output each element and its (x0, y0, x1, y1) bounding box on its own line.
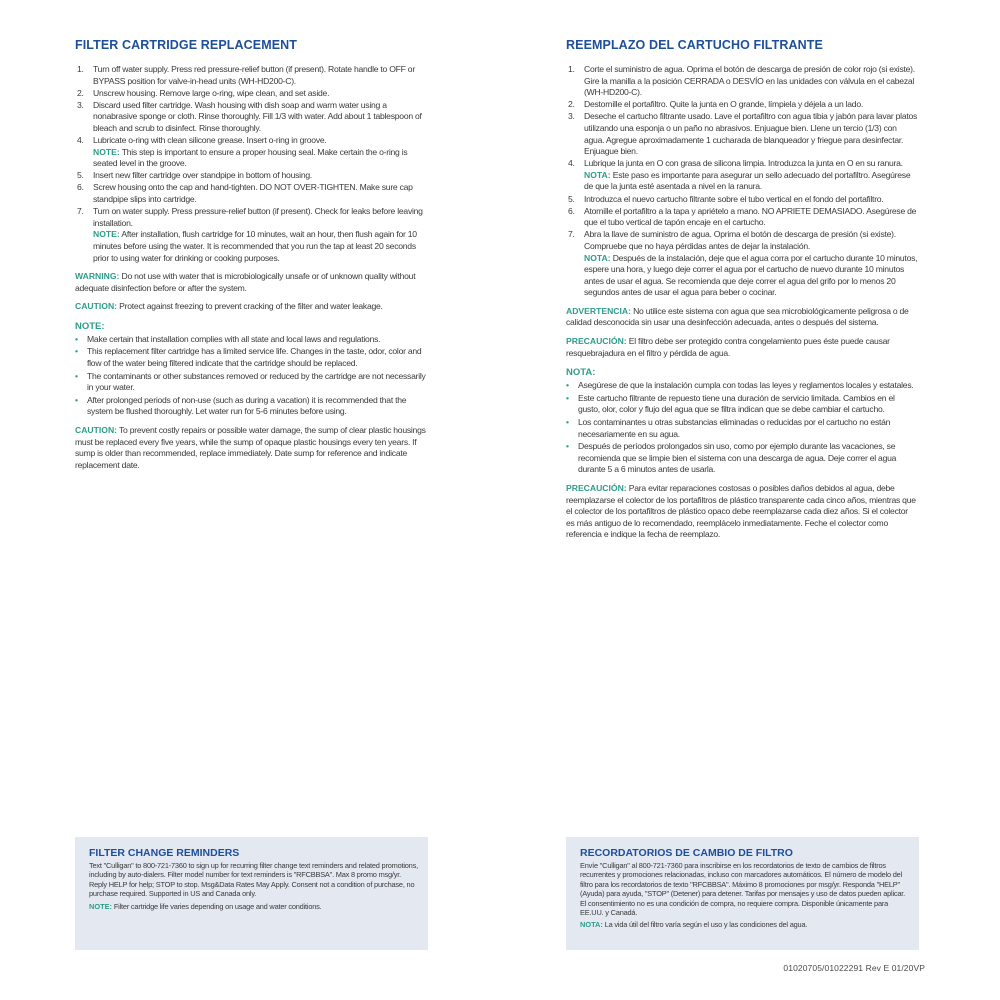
notes-list (75, 334, 427, 418)
steps-list (566, 64, 918, 299)
list-item: 5. Introduzca el nuevo cartucho filtrante sobre el tubo vertical en el fondo del portafiltro. (568, 193, 884, 204)
warning-paragraph: ADVERTENCIA: No utilice este sistema con agua que sea microbiológicamente peligrosa o de calidad desconocida sin usar una desinfección adecuada, antes o después del sistema. (566, 305, 909, 328)
bullet-icon: • (566, 417, 569, 428)
caution-sump-paragraph: CAUTION: To prevent costly repairs or possible water damage, the sump of clear plastic housings must be replaced every five years, while the sump of opaque plastic housings every ten years. If sump is older than recommended, replace immediately. Date sump for reference and indicate replacement date. (75, 425, 426, 470)
list-item: 5. Insert new filter cartridge over standpipe in bottom of housing. (77, 170, 313, 181)
list-item: 6. Screw housing onto the cap and hand-tighten. DO NOT OVER-TIGHTEN. Make sure cap standpipe slips into cartridge. (77, 182, 413, 205)
list-item: • Asegúrese de que la instalación cumpla con todas las leyes y reglamentos locales y estatales. (566, 380, 914, 391)
reminder-title: RECORDATORIOS DE CAMBIO DE FILTRO (580, 847, 793, 859)
bullet-icon: • (75, 346, 78, 357)
reminder-title: FILTER CHANGE REMINDERS (89, 847, 240, 859)
english-instructions (75, 38, 427, 471)
note-heading: NOTE: (75, 320, 105, 332)
bullet-icon: • (75, 333, 78, 344)
page-title: FILTER CARTRIDGE REPLACEMENT (75, 38, 298, 52)
steps-list (75, 64, 427, 264)
bullet-icon: • (75, 370, 78, 381)
list-item: 7. Abra la llave de suministro de agua. Oprima el botón de descarga de presión (si existe). Compruebe que no haya pérdidas antes de dejar la instalación. NOTA: Después de la instalación, deje que el agua corra por el cartucho durante 10 minutos, espere una hora, y luego deje correr el agua por el cartucho de nuevo durante 10 minutos antes de usar el agua. Se recomienda que deje correr el agua del grifo por lo menos 20 segundos antes de usar el agua para beber o cocinar. (568, 229, 918, 298)
step-note: NOTA: Después de la instalación, deje que el agua corra por el cartucho durante 10 minutos, espere una hora, y luego deje correr el agua por el cartucho de nuevo durante 10 minutos antes de usar el agua. Se recomienda que deje correr el agua del grifo por lo menos 20 segundos antes de usar el agua para beber o cocinar. (584, 252, 918, 298)
list-item: • This replacement filter cartridge has a limited service life. Changes in the taste, odor, color and flow of the water being filtered indicate that the cartridge should be replaced. (75, 346, 422, 369)
reminder-note: NOTA: La vida útil del filtro varía según el uso y las condiciones del agua. (580, 920, 808, 930)
list-item: • The contaminants or other substances removed or reduced by the cartridge are not necessarily in your water. (75, 370, 426, 393)
step-note: NOTE: After installation, flush cartridge for 10 minutes, wait an hour, then flush again for 10 minutes before using the water. It is recommended that you run the tap at least 20 seconds prior to using water for drinking or cooking purposes. (93, 229, 417, 263)
bullet-icon: • (75, 394, 78, 405)
bullet-icon: • (566, 380, 569, 391)
warning-paragraph: WARNING: Do not use with water that is microbiologically unsafe or of unknown quality without adequate disinfection before or after the system. (75, 271, 416, 293)
spanish-instructions (566, 38, 918, 541)
reminder-body: Envíe "Culligan" al 800-721-7360 para inscribirse en los recordatorios de texto de cambios de filtros recurrentes y promociones relacionadas, incluso con marcadores automáticos. El número de modelo del filtro para los recordatorios de texto "RFCBBSA". Máximo 8 promociones por msg/yr. Responda "HELP" (Ayuda) para ayuda, "STOP" (Detener) para detener. Tarifas por mensajes y uso de datos pueden aplicar. El consentimiento no es una condición de compra, no requiere compra. Disponible únicamente para EE.UU. y Canadá. (580, 861, 906, 918)
list-item: • Make certain that installation complies with all state and local laws and regulations. (75, 333, 381, 344)
bullet-icon: • (566, 441, 569, 452)
list-item: 1. Corte el suministro de agua. Oprima el botón de descarga de presión de color rojo (si existe). Gire la manilla a la posición CERRADA o DESVÍO en las unidades con válvula en el cabezal (WH-HD200-C). (568, 64, 915, 98)
step-note: NOTA: Este paso es importante para asegurar un sello adecuado del portafiltro. Asegúrese de que la junta esté asentada a nivel en la ranura. (584, 169, 911, 192)
filter-reminder-box-spanish (566, 837, 919, 950)
list-item: 7. Turn on water supply. Press pressure-relief button (if present). Check for leaks before leaving installation. NOTE: After installation, flush cartridge for 10 minutes, wait an hour, then flush again for 10 minutes before using the water. It is recommended that you run the tap at least 20 seconds prior to using water for drinking or cooking purposes. (75, 206, 427, 264)
list-item: • After prolonged periods of non-use (such as during a vacation) it is recommended that the system be flushed thoroughly. Let water run for 5-6 minutes before using. (75, 394, 407, 417)
filter-reminder-box (75, 837, 428, 950)
list-item: 2. Unscrew housing. Remove large o-ring, wipe clean, and set aside. (77, 87, 330, 98)
document-code: 01020705/01022291 Rev E 01/20VP (783, 963, 925, 973)
reminder-note: NOTE: Filter cartridge life varies depending on usage and water conditions. (89, 901, 322, 911)
list-item: • Los contaminantes u otras substancias eliminadas o reducidas por el cartucho no están necesariamente en su agua. (566, 417, 891, 439)
list-item: 3. Deseche el cartucho filtrante usado. Lave el portafiltro con agua tibia y jabón para lavar platos utilizando una esponja o un paño no abrasivos. Enjuague bien. Llene un tercio (1/3) con agua. Agregue aproximadamente 1 cucharada de blanqueador y friegue para desinfectar. Enjuague bien. (568, 111, 918, 157)
page-title-spanish: REEMPLAZO DEL CARTUCHO FILTRANTE (566, 38, 823, 52)
reminder-body: Text "Culligan" to 800-721-7360 to sign up for recurring filter change text reminders and related promotions, including by auto-dialers. Filter model number for text reminders is "RFCBBSA". Max 8 promo msg/yr. Reply HELP for help; STOP to stop. Msg&Data Rates May Apply. Consent not a condition of purchase, no purchase required. Supported in US and Canada only. (89, 861, 418, 899)
note-heading: NOTA: (566, 367, 596, 379)
bullet-icon: • (566, 392, 569, 403)
list-item: 6. Atornille el portafiltro a la tapa y apriételo a mano. NO APRIETE DEMASIADO. Asegúrese de que el tubo vertical de tapón encaje en el cartucho. (568, 205, 917, 228)
list-item: 1. Turn off water supply. Press red pressure-relief button (if present). Rotate handle to OFF or BYPASS position for valve-in-head units (WH-HD200-C). (77, 64, 415, 86)
list-item: 3. Discard used filter cartridge. Wash housing with dish soap and warm water using a nonabrasive sponge or cloth. Rinse thoroughly. Fill 1/3 with water. Add about 1 tablespoon of bleach and scrub to disinfect. Rinse thoroughly. (77, 99, 422, 133)
caution-freezing-paragraph: CAUTION: Protect against freezing to prevent cracking of the filter and water leakage. (75, 301, 383, 312)
list-item: 4. Lubricate o-ring with clean silicone grease. Insert o-ring in groove. NOTE: This step is important to ensure a proper housing seal. Make certain the o-ring is seated level in the groove. (75, 135, 427, 170)
list-item: 4. Lubrique la junta en O con grasa de silicona limpia. Introduzca la junta en O en su ranura. NOTA: Este paso es importante para asegurar un sello adecuado del portafiltro. Asegúrese de que la junta esté asentada a nivel en la ranura. (566, 158, 918, 193)
list-item: 2. Destornille el portafiltro. Quite la junta en O grande, límpiela y déjela a un lado. (568, 99, 863, 110)
step-note: NOTE: This step is important to ensure a proper housing seal. Make certain the o-ring is seated level in the groove. (93, 146, 408, 169)
list-item: • Este cartucho filtrante de repuesto tiene una duración de servicio limitada. Cambios en el gusto, olor, color y flujo del agua que se filtra indican que se debe cambiar el cartucho. (566, 392, 895, 415)
notes-list (566, 380, 918, 476)
caution-sump-paragraph: PRECAUCIÓN: Para evitar reparaciones costosas o posibles daños debidos al agua, debe reemplazarse el colector de los portafiltros de plástico transparente cada cinco años, mientras que el colector de los portafiltros de plástico opaco debe reemplazarse cada diez años. Si el colector es más antiguo de lo recomendado, reemplácelo inmediatamente. Feche el colector como referencia e indique la fecha de reemplazo. (566, 483, 916, 540)
list-item: • Después de períodos prolongados sin uso, como por ejemplo durante las vacaciones, se recomienda que se limpie bien el sistema con una descarga de agua. Deje correr el agua durante 5 a 6 minutos antes de usarla. (566, 441, 897, 475)
caution-freezing-paragraph: PRECAUCIÓN: El filtro debe ser protegido contra congelamiento pues éste puede causar resquebrajadura en el filtro y pérdida de agua. (566, 336, 890, 358)
